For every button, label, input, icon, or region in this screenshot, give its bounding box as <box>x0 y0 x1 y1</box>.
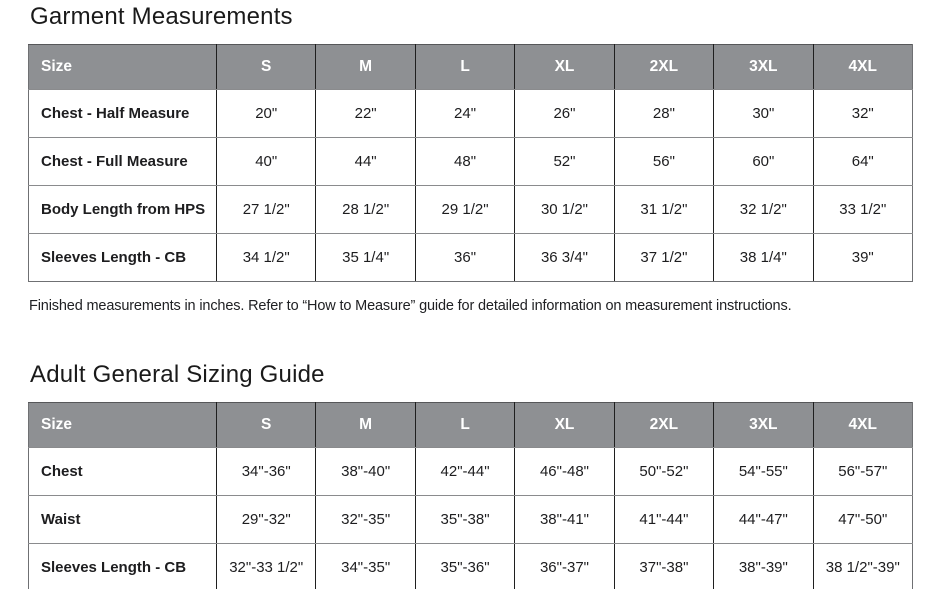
measurement-value: 24" <box>415 90 514 138</box>
size-option-header: L <box>415 403 514 448</box>
measurement-value: 35"-38" <box>415 496 514 544</box>
measurement-value: 38"-40" <box>316 448 415 496</box>
measurement-value: 38 1/4" <box>714 234 813 282</box>
measurement-value: 64" <box>813 138 912 186</box>
row-label: Chest - Full Measure <box>29 138 217 186</box>
measurement-value: 20" <box>217 90 316 138</box>
measurement-row <box>29 186 913 234</box>
garment-measurements-title: Garment Measurements <box>30 3 293 30</box>
measurement-value: 28" <box>614 90 713 138</box>
row-label: Chest <box>29 448 217 496</box>
measurement-value: 56" <box>614 138 713 186</box>
measurement-value: 52" <box>515 138 614 186</box>
adult-general-sizing-table <box>28 402 913 589</box>
measurement-value: 39" <box>813 234 912 282</box>
row-label: Sleeves Length - CB <box>29 544 217 589</box>
size-option-header: L <box>415 45 514 90</box>
measurement-value: 46"-48" <box>515 448 614 496</box>
measurement-value: 32" <box>813 90 912 138</box>
measurement-value: 40" <box>217 138 316 186</box>
size-column-header: Size <box>29 403 217 448</box>
size-option-header: S <box>217 403 316 448</box>
size-option-header: M <box>316 403 415 448</box>
adult-general-sizing-section <box>28 361 913 589</box>
measurement-row <box>29 496 913 544</box>
measurement-value: 34 1/2" <box>217 234 316 282</box>
measurement-row <box>29 234 913 282</box>
size-option-header: 3XL <box>714 45 813 90</box>
measurement-value: 34"-35" <box>316 544 415 589</box>
measurement-value: 56"-57" <box>813 448 912 496</box>
measurement-value: 38"-39" <box>714 544 813 589</box>
size-option-header: 3XL <box>714 403 813 448</box>
measurement-value: 44" <box>316 138 415 186</box>
measurement-value: 54"-55" <box>714 448 813 496</box>
size-option-header: S <box>217 45 316 90</box>
header-row <box>29 403 913 448</box>
measurement-value: 26" <box>515 90 614 138</box>
measurement-value: 33 1/2" <box>813 186 912 234</box>
measurement-value: 38"-41" <box>515 496 614 544</box>
measurement-value: 32"-33 1/2" <box>217 544 316 589</box>
measurement-row <box>29 90 913 138</box>
measurement-value: 32"-35" <box>316 496 415 544</box>
measurement-value: 37 1/2" <box>614 234 713 282</box>
size-option-header: 2XL <box>614 403 713 448</box>
measurement-value: 30" <box>714 90 813 138</box>
garment-measurements-table <box>28 44 913 282</box>
measurement-value: 37"-38" <box>614 544 713 589</box>
measurement-value: 35"-36" <box>415 544 514 589</box>
size-option-header: XL <box>515 403 614 448</box>
measurement-row <box>29 448 913 496</box>
header-row <box>29 45 913 90</box>
measurement-value: 35 1/4" <box>316 234 415 282</box>
measurement-value: 34"-36" <box>217 448 316 496</box>
measurements-note: Finished measurements in inches. Refer to “How to Measure” guide for detailed information on measurement instructions. <box>29 298 792 314</box>
measurement-value: 27 1/2" <box>217 186 316 234</box>
row-label: Waist <box>29 496 217 544</box>
measurement-value: 50"-52" <box>614 448 713 496</box>
measurement-value: 44"-47" <box>714 496 813 544</box>
measurement-value: 36 3/4" <box>515 234 614 282</box>
measurement-value: 48" <box>415 138 514 186</box>
measurement-value: 60" <box>714 138 813 186</box>
measurement-value: 47"-50" <box>813 496 912 544</box>
measurement-value: 31 1/2" <box>614 186 713 234</box>
measurement-value: 36" <box>415 234 514 282</box>
measurement-value: 42"-44" <box>415 448 514 496</box>
size-option-header: 4XL <box>813 403 912 448</box>
size-option-header: M <box>316 45 415 90</box>
measurement-value: 22" <box>316 90 415 138</box>
size-option-header: 4XL <box>813 45 912 90</box>
measurement-value: 30 1/2" <box>515 186 614 234</box>
row-label: Sleeves Length - CB <box>29 234 217 282</box>
adult-general-sizing-title: Adult General Sizing Guide <box>30 361 325 388</box>
measurement-row <box>29 544 913 589</box>
row-label: Body Length from HPS <box>29 186 217 234</box>
size-column-header: Size <box>29 45 217 90</box>
size-option-header: XL <box>515 45 614 90</box>
measurement-value: 29 1/2" <box>415 186 514 234</box>
measurement-value: 38 1/2"-39" <box>813 544 912 589</box>
measurement-value: 36"-37" <box>515 544 614 589</box>
garment-measurements-section <box>28 3 913 316</box>
measurement-value: 29"-32" <box>217 496 316 544</box>
size-option-header: 2XL <box>614 45 713 90</box>
measurement-value: 32 1/2" <box>714 186 813 234</box>
measurement-value: 41"-44" <box>614 496 713 544</box>
measurement-value: 28 1/2" <box>316 186 415 234</box>
row-label: Chest - Half Measure <box>29 90 217 138</box>
measurement-row <box>29 138 913 186</box>
